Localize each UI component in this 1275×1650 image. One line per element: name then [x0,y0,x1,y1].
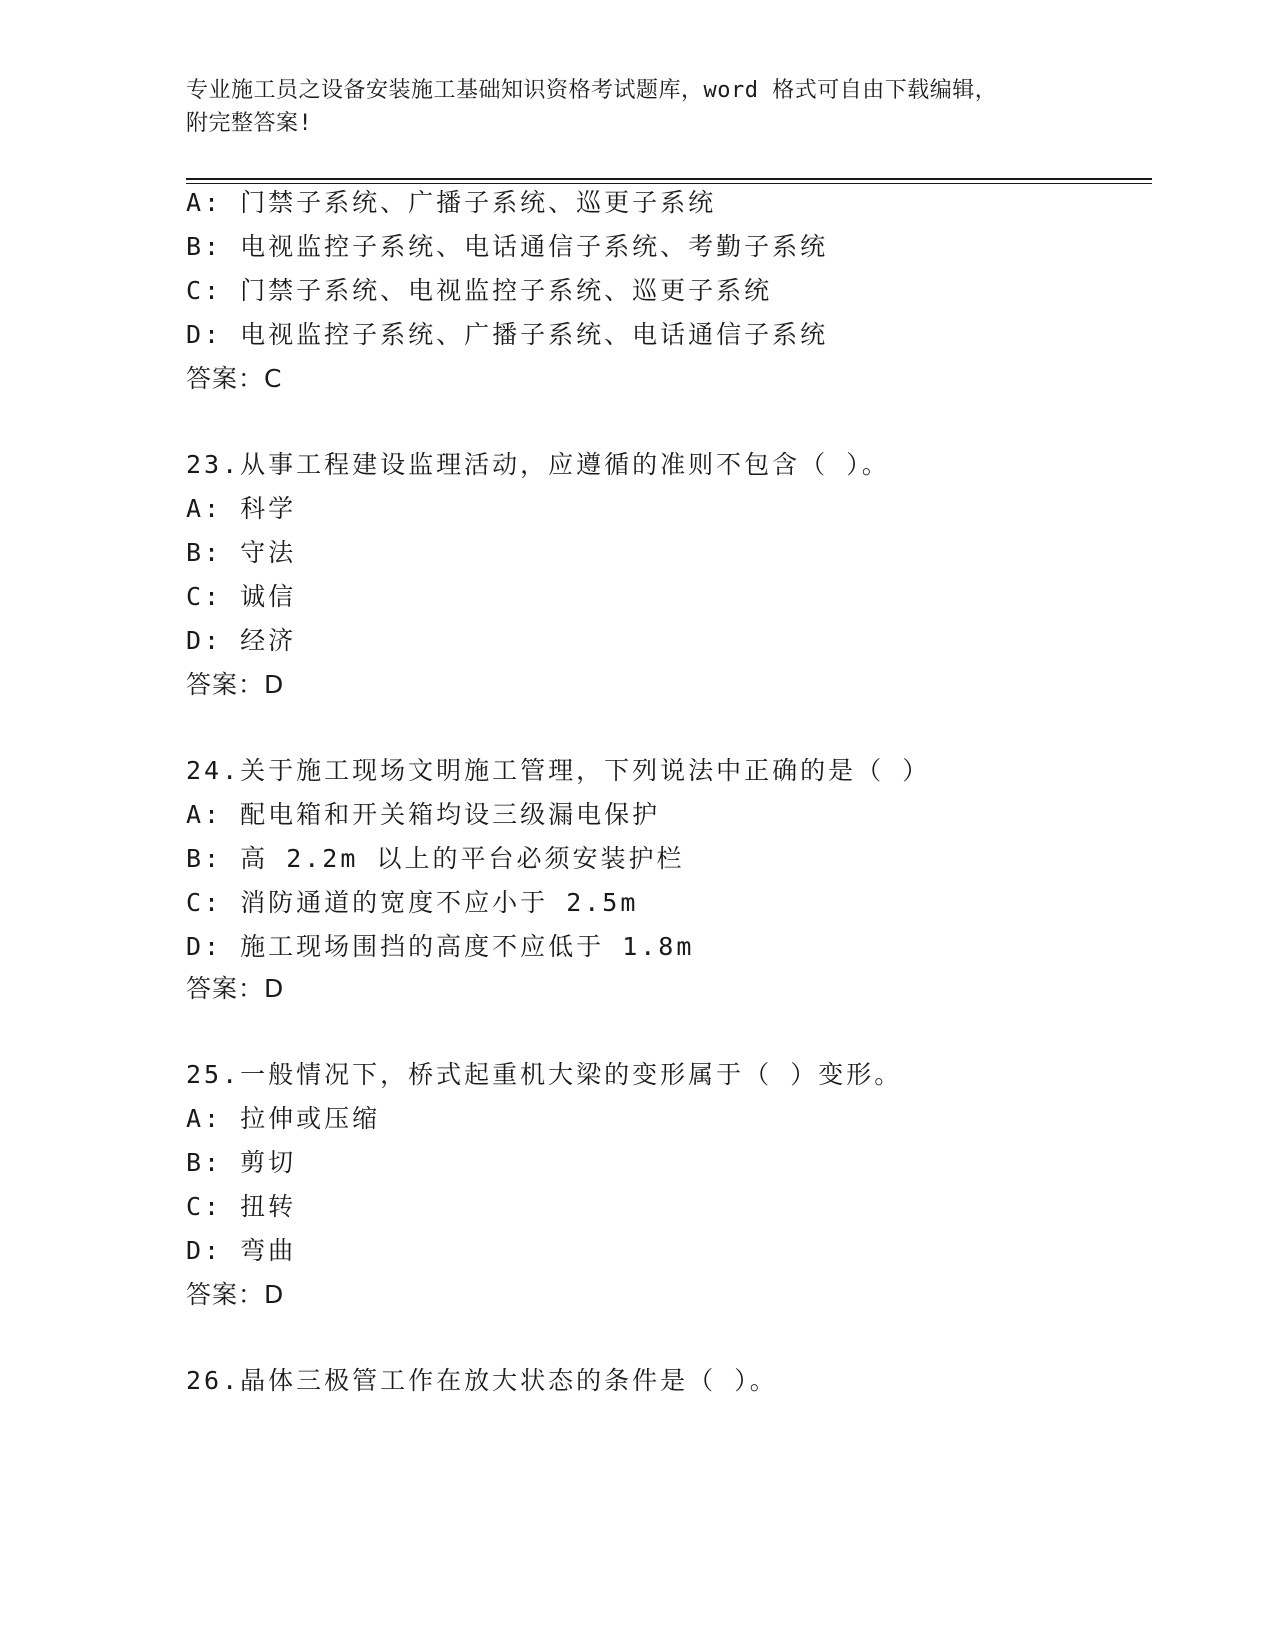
q23-option-c: C: 诚信 [186,582,297,611]
header-divider-thin [186,183,1152,184]
q24-question: 24.关于施工现场文明施工管理，下列说法中正确的是（ ） [186,756,931,785]
header-divider-thick [186,178,1152,180]
q24-option-a: A: 配电箱和开关箱均设三级漏电保护 [186,800,661,829]
q26-question: 26.晶体三极管工作在放大状态的条件是（ ）。 [186,1366,778,1395]
q22-answer: 答案：C [186,364,283,393]
document-header [186,74,1086,140]
q22-option-c: C: 门禁子系统、电视监控子系统、巡更子系统 [186,276,773,305]
q25-option-b: B: 剪切 [186,1148,297,1177]
q25-answer: 答案：D [186,1280,285,1309]
q25-question: 25.一般情况下，桥式起重机大梁的变形属于（ ）变形。 [186,1060,903,1089]
header-line-2: 附完整答案! [186,111,313,136]
q24-option-c: C: 消防通道的宽度不应小于 2.5m [186,888,639,917]
q23-question: 23.从事工程建设监理活动，应遵循的准则不包含（ ）。 [186,450,890,479]
q25-option-d: D: 弯曲 [186,1236,297,1265]
q22-option-a: A: 门禁子系统、广播子系统、巡更子系统 [186,188,717,217]
q24-option-b: B: 高 2.2m 以上的平台必须安装护栏 [186,844,685,873]
q23-option-d: D: 经济 [186,626,297,655]
q25-option-a: A: 拉伸或压缩 [186,1104,381,1133]
header-line-1: 专业施工员之设备安装施工基础知识资格考试题库，word 格式可自由下载编辑， [186,78,998,103]
q24-option-d: D: 施工现场围挡的高度不应低于 1.8m [186,932,695,961]
q22-option-b: B: 电视监控子系统、电话通信子系统、考勤子系统 [186,232,829,261]
q23-answer: 答案：D [186,670,285,699]
q23-option-a: A: 科学 [186,494,297,523]
q24-answer: 答案：D [186,974,285,1003]
q23-option-b: B: 守法 [186,538,297,567]
q22-option-d: D: 电视监控子系统、广播子系统、电话通信子系统 [186,320,829,349]
q25-option-c: C: 扭转 [186,1192,297,1221]
